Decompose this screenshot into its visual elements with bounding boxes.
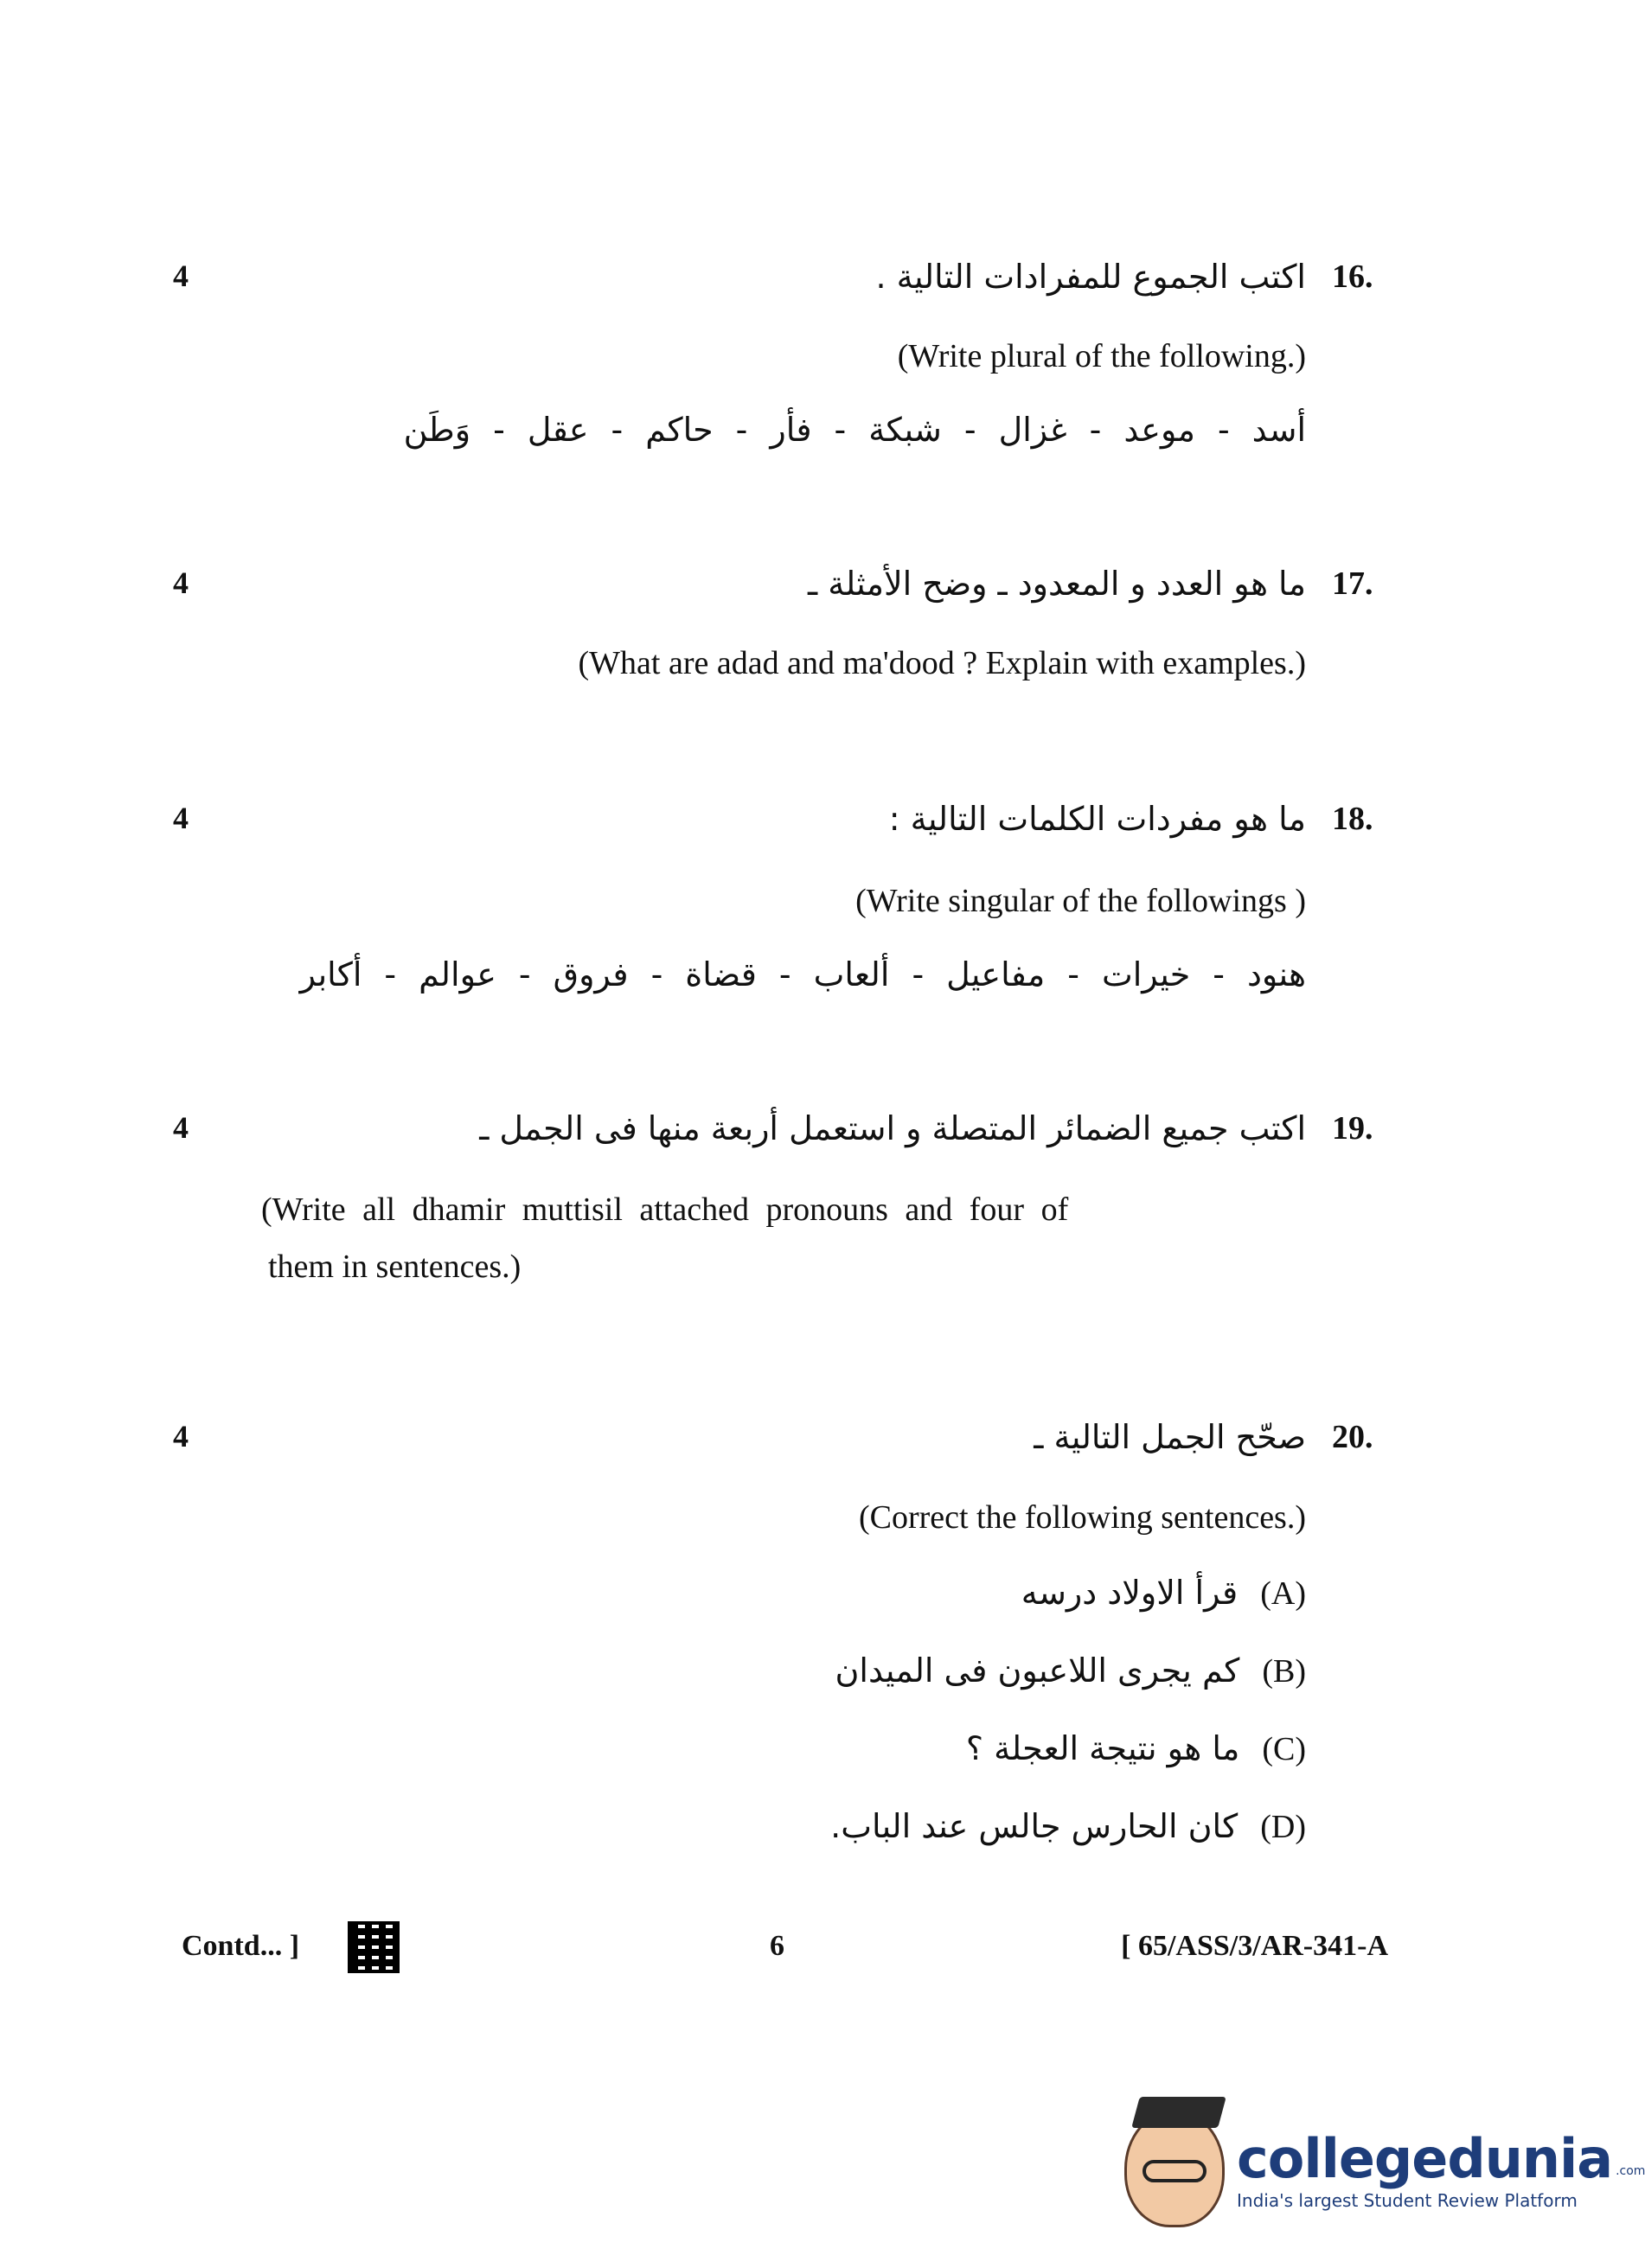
logo-name: collegedunia — [1237, 2126, 1613, 2190]
word-separator: - — [611, 411, 624, 449]
q16-english: (Write plural of the following.) — [897, 338, 1306, 374]
word-separator: - — [912, 955, 925, 993]
q16-word: غزال — [998, 411, 1067, 449]
logo-tagline: India's largest Student Review Platform — [1237, 2189, 1578, 2211]
q20-marks: 4 — [173, 1419, 189, 1453]
q20-number: 20. — [1332, 1419, 1373, 1455]
q19-marks: 4 — [173, 1110, 189, 1145]
q20-arabic: صحّح الجمل التالية ـ — [1034, 1418, 1306, 1456]
q16-word: عقل — [527, 411, 589, 449]
q16-word: موعد — [1123, 411, 1195, 449]
q17-number: 17. — [1332, 565, 1373, 602]
q16-marks: 4 — [173, 259, 189, 293]
option-text: ما هو نتيجة العجلة ؟ — [965, 1729, 1240, 1767]
option-label: (D) — [1260, 1809, 1306, 1845]
qr-code-icon — [348, 1921, 400, 1973]
collegedunia-logo — [1124, 2110, 1645, 2227]
q18-marks: 4 — [173, 801, 189, 835]
word-separator: - — [493, 411, 505, 449]
q18-english: (Write singular of the followings ) — [855, 883, 1306, 919]
word-separator: - — [1213, 955, 1225, 993]
q18-word: مفاعيل — [946, 955, 1046, 993]
word-separator: - — [1089, 411, 1102, 449]
q20-english: (Correct the following sentences.) — [858, 1499, 1306, 1536]
q18-arabic: ما هو مفردات الكلمات التالية : — [888, 800, 1306, 838]
q19-english-line2: them in sentences.) — [268, 1249, 522, 1285]
q17-arabic: ما هو العدد و المعدود ـ وضح الأمثلة ـ — [808, 565, 1306, 603]
word-separator: - — [778, 955, 791, 993]
q20-option-b — [835, 1651, 1307, 1690]
word-separator: - — [518, 955, 531, 993]
q18-word: قضاة — [685, 955, 757, 993]
q16-word: حاكم — [645, 411, 714, 449]
q20-option-c — [966, 1729, 1306, 1768]
word-separator: - — [834, 411, 847, 449]
q16-word: أسد — [1251, 411, 1306, 449]
q19-english-line1: (Write all dhamir muttisil attached pronouns and four of — [261, 1191, 1069, 1228]
option-label: (B) — [1262, 1653, 1306, 1690]
q18-word: عوالم — [419, 955, 496, 993]
q16-number: 16. — [1332, 259, 1373, 295]
q17-english: (What are adad and ma'dood ? Explain with examples.) — [578, 645, 1306, 681]
q16-arabic: اكتب الجموع للمفرادات التالية . — [875, 258, 1306, 296]
q16-word: وَطَن — [403, 411, 471, 449]
q18-word: ألعاب — [813, 955, 890, 993]
word-separator: - — [1067, 955, 1079, 993]
paper-code: [ 65/ASS/3/AR-341-A — [1121, 1930, 1388, 1962]
q16-word-list — [404, 411, 1306, 449]
q16-word: فأر — [770, 411, 812, 449]
q19-number: 19. — [1332, 1110, 1373, 1147]
q18-word-list — [300, 955, 1306, 993]
option-label: (C) — [1262, 1731, 1306, 1767]
option-label: (A) — [1260, 1575, 1306, 1612]
q17-marks: 4 — [173, 565, 189, 600]
word-separator: - — [735, 411, 748, 449]
q18-number: 18. — [1332, 801, 1373, 837]
word-separator: - — [650, 955, 663, 993]
q18-word: خيرات — [1101, 955, 1191, 993]
q19-arabic: اكتب جميع الضمائر المتصلة و استعمل أربعة منها فى الجمل ـ — [479, 1109, 1306, 1147]
page-number: 6 — [770, 1930, 784, 1962]
q20-option-d — [830, 1807, 1306, 1846]
word-separator: - — [963, 411, 976, 449]
q16-word: شبكة — [868, 411, 942, 449]
word-separator: - — [1217, 411, 1230, 449]
contd-label: Contd... ] — [182, 1930, 300, 1962]
q18-word: أكابر — [299, 955, 362, 993]
q18-word: فروق — [553, 955, 629, 993]
mascot-icon — [1124, 2110, 1225, 2227]
option-text: قرأ الاولاد درسه — [1021, 1574, 1239, 1612]
logo-suffix: .com — [1616, 2163, 1645, 2178]
option-text: كم يجرى اللاعبون فى الميدان — [835, 1651, 1240, 1690]
q20-option-a — [1021, 1574, 1306, 1613]
q18-word: هنود — [1246, 955, 1306, 993]
option-text: كان الحارس جالس عند الباب. — [830, 1807, 1239, 1845]
word-separator: - — [384, 955, 397, 993]
